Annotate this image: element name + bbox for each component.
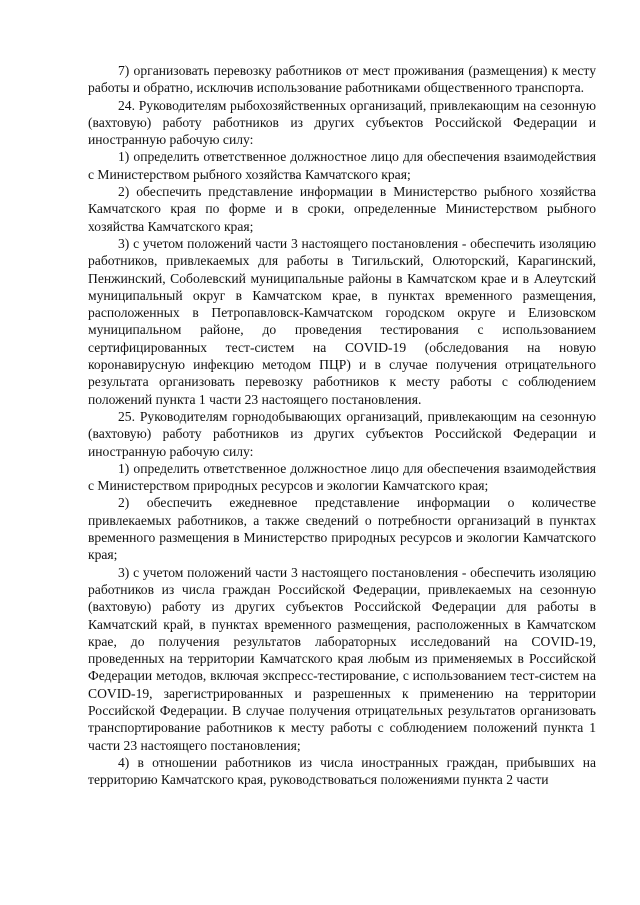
paragraph-25-item-4: 4) в отношении работников из числа иностранных граждан, прибывших на территорию Камчатского края, руководствоваться положениями пункта 2 части bbox=[88, 754, 596, 788]
paragraph-25-mining-heading: 25. Руководителям горнодобывающих организаций, привлекающим на сезонную (вахтовую) работу работников из других субъектов Российской Федерации и иностранную рабочую силу: bbox=[88, 408, 596, 459]
paragraph-item-7-transport: 7) организовать перевозку работников от мест проживания (размещения) к месту работы и обратно, исключив использование работниками общественного транспорта. bbox=[88, 63, 596, 96]
paragraph-25-item-3: 3) с учетом положений части 3 настоящего постановления - обеспечить изоляцию работников из числа граждан Российской Федерации, привлекаемых на сезонную (вахтовую) работу из других субъектов Российской Федерации для работы в Камчатский край, в пунктах временного размещения, расположенных в Камчатском крае, до получения результатов лабораторных исследований на COVID-19, проведенных на территории Камчатского края любым из применяемых в Российской Федерации методов, включая экспресс-тестирование, с использованием тест-систем на COVID-19, зарегистрированных и разрешенных к применению на территории Российской Федерации. В случае получения отрицательных результатов организовать транспортирование работников к месту работы с соблюдением положений пункта 1 части 23 настоящего постановления; bbox=[88, 564, 596, 753]
paragraph-25-item-1: 1) определить ответственное должностное лицо для обеспечения взаимодействия с Министерством природных ресурсов и экологии Камчатского края; bbox=[88, 460, 596, 494]
paragraph-24-fishery-heading: 24. Руководителям рыбохозяйственных организаций, привлекающим на сезонную (вахтовую) работу работников из других субъектов Российской Федерации и иностранную рабочую силу: bbox=[88, 97, 596, 148]
paragraph-25-item-2: 2) обеспечить ежедневное представление информации о количестве привлекаемых работников, а также сведений о потребности организаций в пунктах временного размещения в Министерство природных ресурсов и экологии Камчатского края; bbox=[88, 495, 596, 563]
document-page bbox=[88, 62, 596, 788]
paragraph-24-item-1: 1) определить ответственное должностное лицо для обеспечения взаимодействия с Министерством рыбного хозяйства Камчатского края; bbox=[88, 149, 596, 182]
paragraph-24-item-3: 3) с учетом положений части 3 настоящего постановления - обеспечить изоляцию работников, привлекаемых для работы в Тигильский, Олюторский, Карагинский, Пенжинский, Соболевский муниципальные районы в Камчатском крае и в Алеутский муниципальный округ в Камчатском крае, в пунктах временного размещения, расположенных в Петропавловск-Камчатском городском округе и Елизовском муниципальном районе, до проведения тестирования с использованием сертифицированных тест-систем на COVID-19 (обследования на новую коронавирусную инфекцию методом ПЦР) и в случае получения отрицательного результата организовать перевозку работников к месту работы с соблюдением положений пункта 1 части 23 настоящего постановления. bbox=[88, 235, 596, 407]
paragraph-24-item-2: 2) обеспечить представление информации в Министерство рыбного хозяйства Камчатского края по форме и в сроки, определенные Министерством рыбного хозяйства Камчатского края; bbox=[88, 184, 596, 234]
